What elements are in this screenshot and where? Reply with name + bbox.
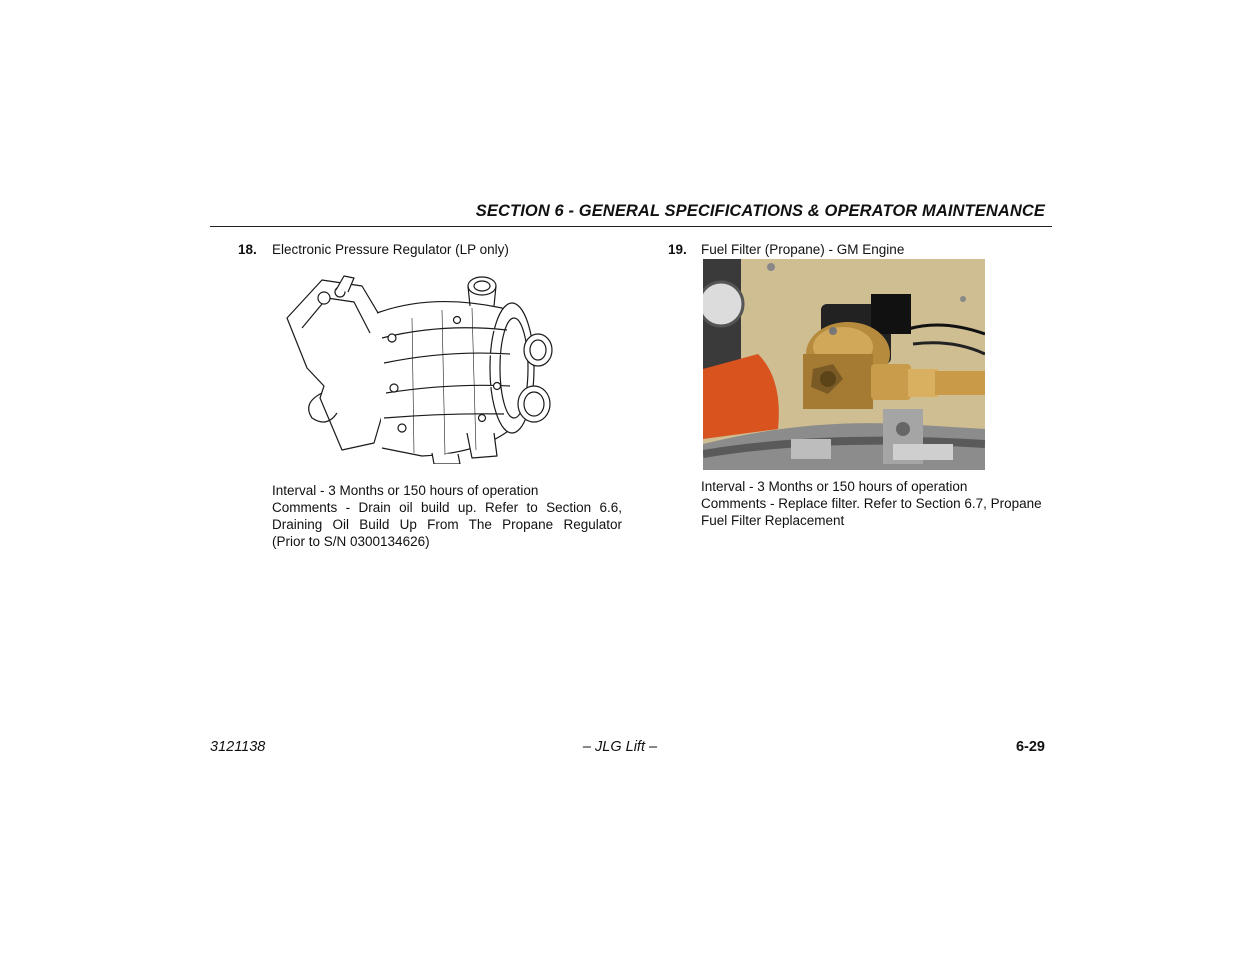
item-18-comments-line-2: Draining Oil Build Up From The Propane Regulator (272, 517, 622, 532)
item-19-description (701, 478, 1056, 529)
pressure-regulator-illustration (282, 268, 560, 464)
item-19-number: 19. (668, 242, 687, 257)
section-header-title: SECTION 6 - GENERAL SPECIFICATIONS & OPERATOR MAINTENANCE (475, 202, 1045, 220)
item-18-number: 18. (238, 242, 257, 257)
item-18-comments-line-1: Comments - Drain oil build up. Refer to Section 6.6, (272, 500, 622, 515)
item-18-comments-line-3: (Prior to S/N 0300134626) (272, 534, 430, 549)
item-19-comments-line-1: Comments - Replace filter. Refer to Section 6.7, Propane (701, 496, 1042, 511)
footer-center-text: – JLG Lift – (582, 739, 658, 755)
footer-page-number: 6-29 (1015, 739, 1045, 755)
item-18-description (272, 482, 622, 550)
item-18-title: Electronic Pressure Regulator (LP only) (272, 242, 509, 257)
footer-doc-number: 3121138 (210, 739, 266, 755)
item-19-comments-line-2: Fuel Filter Replacement (701, 513, 845, 528)
item-18-interval: Interval - 3 Months or 150 hours of operation (272, 483, 539, 498)
header-rule (210, 226, 1052, 227)
item-19-title: Fuel Filter (Propane) - GM Engine (701, 242, 905, 257)
item-19-interval: Interval - 3 Months or 150 hours of operation (701, 479, 968, 494)
fuel-filter-photo (703, 259, 985, 470)
